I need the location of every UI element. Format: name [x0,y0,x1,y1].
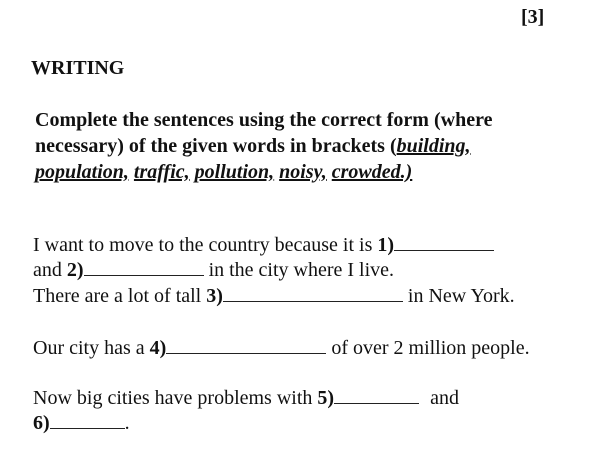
sentence-text: and [425,387,459,409]
instruction-line-2 [35,133,471,159]
answer-blank-6[interactable] [50,412,125,429]
sentence-text: . [124,412,130,434]
sentence-1-line-2 [33,258,394,283]
sentence-4-line-2 [33,411,130,436]
blank-number-6: 6) [33,412,50,434]
word-pollution: pollution, [194,161,275,183]
blank-number-4: 4) [149,337,167,359]
sentence-text: and [33,259,67,281]
instruction-line-1: Complete the sentences using the correct form (where [35,109,493,131]
sentence-4-line-1 [33,386,459,411]
blank-number-2: 2) [66,259,84,281]
blank-number-3: 3) [206,285,223,307]
word-population: population, [35,161,129,183]
sentence-2 [33,284,515,309]
sentence-text: of over 2 million people. [326,337,530,359]
answer-blank-2[interactable] [84,259,204,276]
blank-number-5: 5) [317,387,335,409]
sentence-text: I want to move to the country because it is [33,234,378,256]
word-crowded: crowded.) [331,161,413,183]
sentence-text: There are a lot of tall [33,285,207,307]
answer-blank-3[interactable] [223,285,403,302]
answer-blank-5[interactable] [334,387,419,404]
sentence-1-line-1 [33,233,494,258]
section-heading: WRITING [31,57,125,79]
instruction-line-3 [35,159,412,185]
blank-number-1: 1) [377,234,395,256]
word-building: building, [396,135,471,157]
sentence-text: Our city has a [33,337,150,359]
answer-blank-4[interactable] [166,337,326,354]
word-traffic: traffic, [133,161,190,183]
sentence-text: Now big cities have problems with [33,387,318,409]
sentence-3 [33,336,530,361]
answer-blank-1[interactable] [394,234,494,251]
sentence-text: in New York. [402,285,515,307]
sentence-text: in the city where I live. [203,259,395,281]
instruction-text: necessary) of the given words in brackets ( [35,135,397,157]
word-noisy: noisy, [279,161,327,183]
marks-label: [3] [521,6,545,28]
